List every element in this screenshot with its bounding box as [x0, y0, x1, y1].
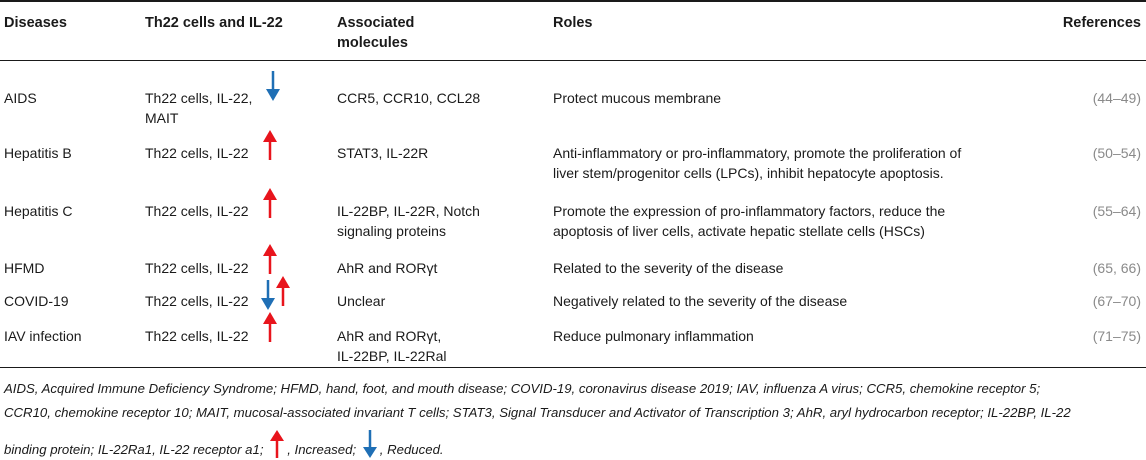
row-iav-molecules [337, 326, 446, 366]
row-hepc-refs: (55–64) [1092, 203, 1141, 219]
row-hepb-cells: Th22 cells, IL-22 [145, 145, 249, 161]
row-aids-disease: AIDS [4, 90, 37, 106]
arrow-up-icon [263, 130, 277, 160]
bottom-rule [0, 367, 1146, 368]
footnote-line3-text-a: binding protein; IL-22Ra1, IL-22 receptor a1; [4, 442, 264, 457]
roles-line1: Anti-inflammatory or pro-inflammatory, promote the proliferation of [553, 145, 962, 161]
footnote-line2: CCR10, chemokine receptor 10; MAIT, mucosal-associated invariant T cells; STAT3, Signal Transducer and Activator of Transcription 3; AhR, aryl hydrocarbon receptor; IL-22BP, IL-22 [4, 405, 1071, 420]
footnote-line3-text-b: , Increased; [287, 442, 357, 457]
cells-line2: MAIT [145, 110, 179, 126]
arrow-down-icon [362, 430, 378, 458]
row-covid-disease: COVID-19 [4, 293, 69, 309]
row-hfmd-cells: Th22 cells, IL-22 [145, 260, 249, 276]
footnote-line1: AIDS, Acquired Immune Deficiency Syndrome; HFMD, hand, foot, and mouth disease; COVID-19, coronavirus disease 2019; IAV, influenza A virus; CCR5, chemokine receptor 5; [4, 381, 1041, 396]
row-hepc-molecules [337, 201, 480, 241]
arrow-up-icon [263, 312, 277, 342]
row-aids-cells [145, 88, 252, 128]
row-iav-disease: IAV infection [4, 328, 82, 344]
row-hepb-refs: (50–54) [1092, 145, 1141, 161]
row-covid-molecules: Unclear [337, 293, 386, 309]
molecules-line1: IL-22BP, IL-22R, Notch [337, 203, 480, 219]
row-iav-roles: Reduce pulmonary inflammation [553, 328, 754, 344]
row-covid-refs: (67–70) [1092, 293, 1141, 309]
arrow-down-icon [266, 71, 280, 101]
row-iav-refs: (71–75) [1092, 328, 1141, 344]
molecules-line2: signaling proteins [337, 223, 446, 239]
row-aids-refs: (44–49) [1092, 90, 1141, 106]
molecules-line2: IL-22BP, IL-22Ral [337, 348, 447, 364]
arrow-up-icon [263, 244, 277, 274]
row-hepb-disease: Hepatitis B [4, 145, 72, 161]
row-hepc-roles [553, 201, 945, 241]
top-rule [0, 0, 1146, 2]
row-hfmd-refs: (65, 66) [1092, 260, 1141, 276]
header-molecules [337, 13, 414, 53]
arrow-up-icon [276, 276, 290, 306]
row-hfmd-roles: Related to the severity of the disease [553, 260, 784, 276]
footnote-line3-text-c: , Reduced. [379, 442, 444, 457]
row-hepb-molecules: STAT3, IL-22R [337, 145, 429, 161]
roles-line2: apoptosis of liver cells, activate hepatic stellate cells (HSCs) [553, 223, 925, 239]
header-cells: Th22 cells and IL-22 [145, 15, 283, 31]
row-hepc-cells: Th22 cells, IL-22 [145, 203, 249, 219]
cells-line1: Th22 cells, IL-22, [145, 90, 253, 106]
row-hfmd-molecules: AhR and RORγt [337, 260, 438, 276]
footnote-line3 [4, 430, 1142, 460]
row-covid-cells: Th22 cells, IL-22 [145, 293, 249, 309]
row-aids-molecules: CCR5, CCR10, CCL28 [337, 90, 481, 106]
arrow-up-icon [263, 188, 277, 218]
molecules-line1: AhR and RORγt, [337, 328, 442, 344]
header-rule [0, 60, 1146, 61]
roles-line1: Promote the expression of pro-inflammatory factors, reduce the [553, 203, 946, 219]
row-hepc-disease: Hepatitis C [4, 203, 73, 219]
arrow-down-icon [261, 280, 275, 310]
header-roles: Roles [553, 15, 593, 31]
header-molecules-line1: Associated [337, 15, 415, 31]
row-aids-roles: Protect mucous membrane [553, 90, 722, 106]
roles-line2: liver stem/progenitor cells (LPCs), inhibit hepatocyte apoptosis. [553, 165, 944, 181]
header-references: References [1062, 15, 1141, 31]
row-covid-roles: Negatively related to the severity of the disease [553, 293, 848, 309]
header-molecules-line2: molecules [337, 35, 408, 51]
row-iav-cells: Th22 cells, IL-22 [145, 328, 249, 344]
row-hepb-roles [553, 143, 961, 183]
arrow-up-icon [269, 430, 285, 458]
row-hfmd-disease: HFMD [4, 260, 45, 276]
header-diseases: Diseases [4, 15, 67, 31]
